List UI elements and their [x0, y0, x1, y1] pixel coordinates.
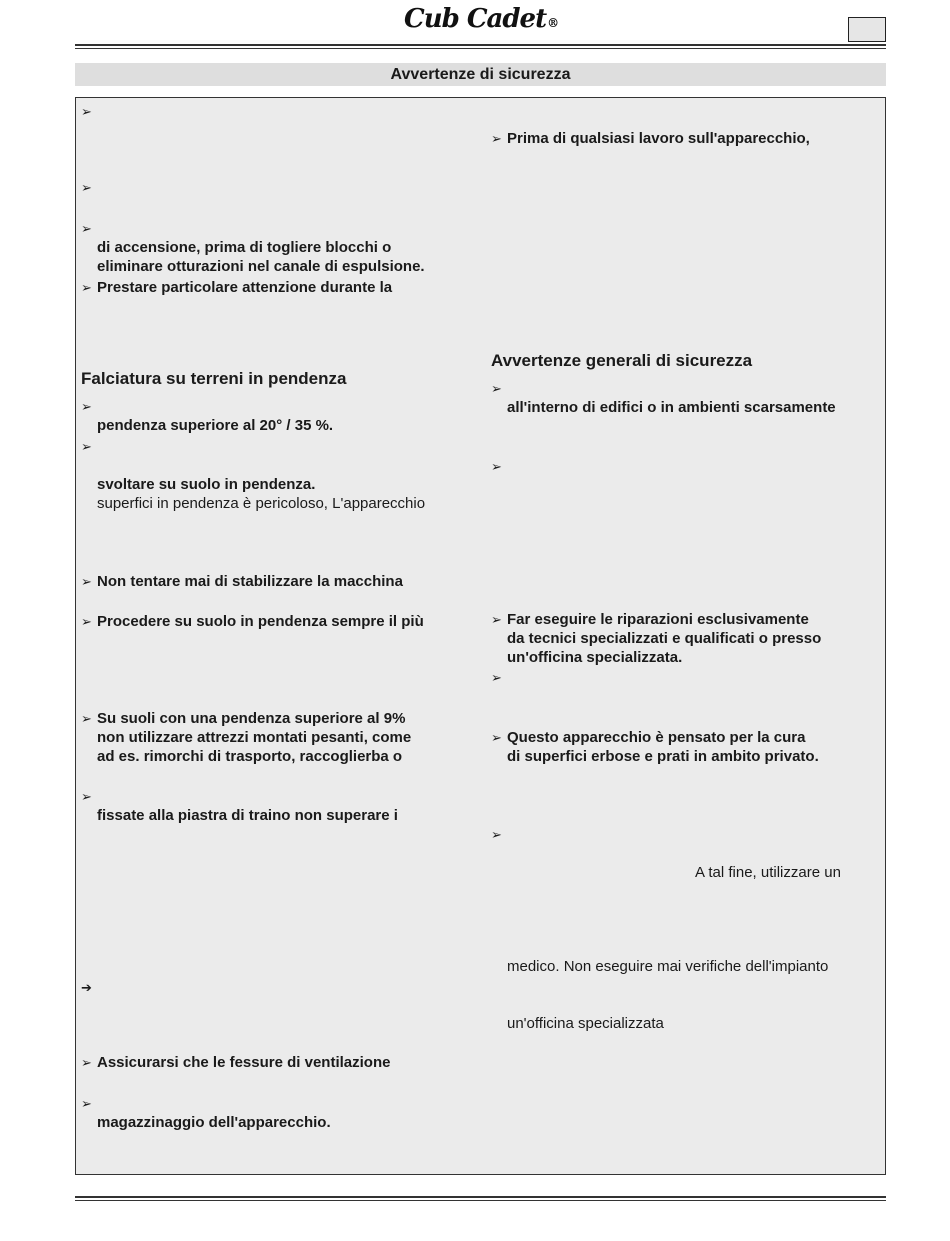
bullet-icon: ➢ — [491, 612, 502, 627]
text-line: pendenza superiore al 20° / 35 %. — [97, 417, 334, 434]
text-line: Non tentare mai di stabilizzare la macchina — [97, 573, 403, 590]
text-line: Questo apparecchio è pensato per la cura — [507, 729, 806, 746]
bullet-icon: ➢ — [81, 614, 92, 629]
bullet-icon: ➢ — [491, 730, 502, 745]
heading-general-safety: Avvertenze generali di sicurezza — [491, 351, 753, 370]
registered-mark: ® — [547, 16, 559, 30]
text-line: da tecnici specializzati e qualificati o presso — [507, 630, 822, 647]
text-line: magazzinaggio dell'apparecchio. — [97, 1114, 331, 1131]
text-line: un'officina specializzata. — [507, 649, 683, 666]
bullet-icon: ➢ — [491, 131, 502, 146]
bullet-icon: ➢ — [81, 280, 92, 295]
footer-rule — [75, 1196, 886, 1198]
text-line: Su suoli con una pendenza superiore al 9% — [97, 710, 406, 727]
text-line: fissate alla piastra di traino non superare i — [97, 807, 398, 824]
bullet-icon: ➢ — [81, 711, 92, 726]
text-line: Far eseguire le riparazioni esclusivamente — [507, 611, 809, 628]
text-line: superfici in pendenza è pericoloso, L'apparecchio — [97, 495, 426, 512]
text-line: Assicurarsi che le fessure di ventilazione — [97, 1054, 391, 1071]
bullet-icon: ➢ — [81, 180, 92, 195]
text-line: eliminare otturazioni nel canale di espulsione. — [97, 258, 425, 275]
bullet-icon: ➢ — [491, 670, 502, 685]
heading-slope-mowing: Falciatura su terreni in pendenza — [81, 369, 347, 388]
text-line: A tal fine, utilizzare un — [695, 864, 841, 881]
text-line: Prima di qualsiasi lavoro sull'apparecchio, — [507, 130, 810, 147]
bullet-icon: ➢ — [81, 439, 92, 454]
text-line: Prestare particolare attenzione durante la — [97, 279, 393, 296]
bullet-icon: ➢ — [81, 399, 92, 414]
text-line: di superfici erbose e prati in ambito privato. — [507, 748, 819, 765]
bullet-icon: ➢ — [81, 789, 92, 804]
text-line: medico. Non eseguire mai verifiche dell'impianto — [507, 958, 829, 975]
text-line: svoltare su suolo in pendenza. — [97, 476, 316, 493]
bullet-icon: ➢ — [491, 459, 502, 474]
text-line: non utilizzare attrezzi montati pesanti, come — [97, 729, 412, 746]
arrow-right-icon: ➔ — [81, 980, 92, 995]
bullet-icon: ➢ — [491, 381, 502, 396]
header-rule-thin — [75, 48, 886, 49]
footer-rule-thin — [75, 1200, 886, 1201]
bullet-icon: ➢ — [81, 221, 92, 236]
section-title: Avvertenze di sicurezza — [75, 63, 886, 86]
text-line: ad es. rimorchi di trasporto, raccoglierba o — [97, 748, 403, 765]
bullet-icon: ➢ — [81, 1055, 92, 1070]
brand-logo — [404, 4, 558, 34]
text-line: all'interno di edifici o in ambienti scarsamente — [507, 399, 836, 416]
bullet-icon: ➢ — [81, 574, 92, 589]
header-rule — [75, 44, 886, 46]
bullet-icon: ➢ — [81, 104, 92, 119]
bullet-icon: ➢ — [491, 827, 502, 842]
bullet-icon: ➢ — [81, 1096, 92, 1111]
text-line: un'officina specializzata — [507, 1015, 664, 1032]
text-line: di accensione, prima di togliere blocchi o — [97, 239, 392, 256]
logo-text: Cub Cadet — [404, 4, 547, 34]
page-number-box — [848, 17, 886, 42]
text-line: Procedere su suolo in pendenza sempre il più — [97, 613, 424, 630]
